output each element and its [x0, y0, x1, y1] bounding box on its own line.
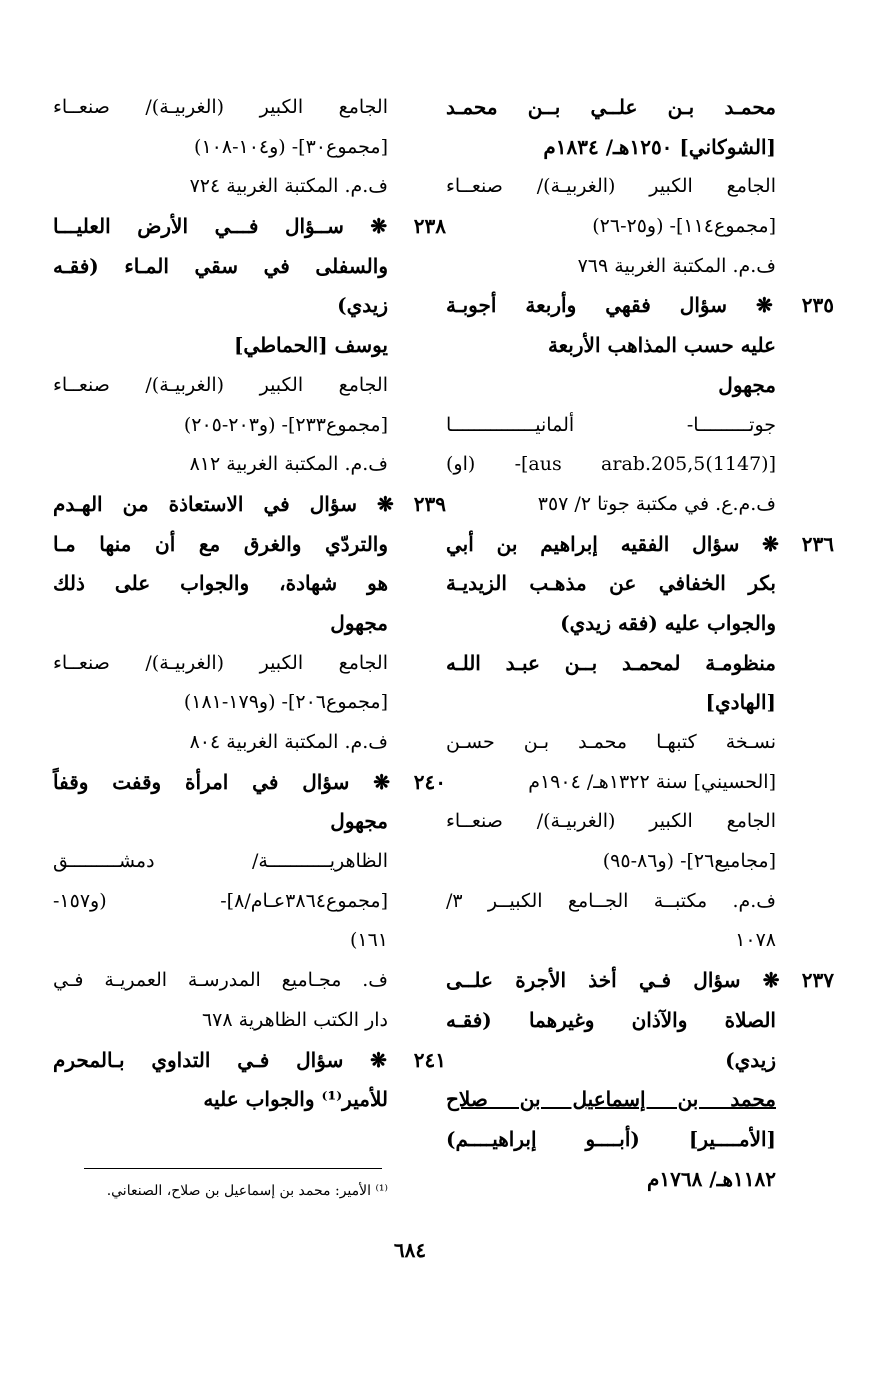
text-line: الجامع الكبير (الغربيـة)/ صنعــاء [446, 175, 776, 198]
text-line: للأمير⁽¹⁾ والجواب عليه [203, 1087, 388, 1112]
footnote-rule [84, 1168, 382, 1169]
text-line: ف.م. المكتبة الغربية ٧٦٩ [577, 254, 776, 277]
text-line: والتردّي والغرق مع أن منها مـا [53, 531, 388, 556]
entry-heading-line: ٢٣٦ ❋ سؤال الفقيه إبراهيم بن أبي [446, 531, 834, 556]
entry-heading-line: ٢٤١ ❋ سؤال فـي التداوي بـالمحرم [53, 1047, 446, 1072]
text-line: محمـد بـن علــي بــن محمـد [446, 95, 776, 119]
text-line: [الأمــــير] (أبــــو إبراهيــــم) [446, 1126, 776, 1151]
text-line: ف.م.ع. في مكتبة جوتا ٢/ ٣٥٧ [537, 492, 776, 515]
text-line: والجواب عليه (فقه زيدي) [560, 610, 776, 635]
text-line: عليه حسب المذاهب الأربعة [547, 333, 776, 358]
text-line: يوسف [الحماطي] [233, 333, 388, 358]
text-line: الصلاة والآذان وغيرهما (فقـه [446, 1007, 776, 1032]
text-line: محمد بن إسماعيل بن صلاح [446, 1087, 776, 1112]
text-line: هو شهادة، والجواب على ذلك [53, 571, 388, 596]
text-line: ١٦١) [349, 929, 388, 952]
text-line: الجامع الكبير (الغربيـة)/ صنعــاء [53, 651, 388, 674]
page-number: ٦٨٤ [393, 1238, 427, 1262]
text-line: مجهول [330, 610, 388, 635]
text-line: نسـخة كتبهـا محمـد بـن حسـن [446, 731, 776, 753]
text-line: [مجموع٣٠]- (و١٠٤-١٠٨) [194, 135, 388, 158]
entry-heading-line: ٢٣٥ ❋ سؤال فقهي وأربعة أجوبـة [446, 293, 834, 318]
text-line: ف.م. المكتبة الغربية ٨٠٤ [189, 731, 388, 753]
text-line: ف. مجـاميع المدرسـة العمريـة فـي [53, 969, 388, 992]
entry-heading-line: ٢٣٧ ❋ سؤال فـي أخذ الأجرة علــى [446, 968, 834, 993]
text-line: [مجموع٣٨٦٤عـام/٨]- (و١٥٧- [53, 889, 388, 912]
footnote: ⁽¹⁾ الأمير: محمد بن إسماعيل بن صلاح، الصنعاني. [106, 1183, 388, 1199]
text-line: الجامع الكبير (الغربيـة)/ صنعــاء [53, 373, 388, 396]
text-line: [الهادي] [705, 690, 776, 715]
text-line: ف.م. مكتبــة الجــامع الكبيــر ٣/ [446, 889, 776, 912]
text-line: مجهول [330, 809, 388, 834]
text-line: [مجموع٢٣٣]- (و٢٠٣-٢٠٥) [183, 413, 388, 436]
text-line: مجهول [718, 372, 776, 397]
text-line: بكر الخفافي عن مذهـب الزيديـة [446, 571, 776, 596]
right-column [446, 88, 834, 1199]
text-line: [مجموع١١٤]- (و٢٥-٢٦) [592, 215, 776, 238]
text-line: ف.م. المكتبة الغربية ٨١٢ [189, 453, 388, 476]
text-line: الظاهريـــــــــــة/ دمشـــــــــق [53, 850, 388, 873]
text-line: الجامع الكبير (الغربيـة)/ صنعــاء [53, 96, 388, 118]
entry-heading-line: ٢٤٠ ❋ سؤال في امرأة وقفت وقفاً [53, 769, 446, 794]
text-line: [مجموع٢٠٦]- (و١٧٩-١٨١) [183, 691, 388, 714]
text-line: [الحسيني] سنة ١٣٢٢هـ/ ١٩٠٤م [528, 770, 776, 793]
text-line: والسفلى في سقي المـاء (فقـه [53, 253, 388, 278]
text-line: [(1147)5,aus arab.205]- (او) [446, 453, 776, 476]
text-line: ١٠٧٨ [735, 929, 776, 952]
left-column [53, 88, 446, 1120]
entry-heading-line: ٢٣٩ ❋ سؤال في الاستعاذة من الهـدم [53, 491, 446, 516]
text-line: ١١٨٢هـ/ ١٧٦٨م [646, 1166, 776, 1191]
entry-heading-line: ٢٣٨ ❋ ســؤال فـــي الأرض العليـــا [53, 214, 446, 239]
text-line: جوتـــــــــا- ألمانيـــــــــــــــا [446, 413, 776, 436]
text-line: زيدي) [725, 1047, 776, 1072]
text-line: منظومـة لمحمـد بــن عبـد اللـه [446, 650, 776, 675]
text-line: ف.م. المكتبة الغربية ٧٢٤ [189, 175, 388, 198]
text-line: [الشوكاني] ١٢٥٠هـ/ ١٨٣٤م [543, 134, 776, 159]
text-line: [مجاميع٢٦]- (و٨٦-٩٥) [602, 850, 776, 873]
text-line: الجامع الكبير (الغربيـة)/ صنعــاء [446, 810, 776, 833]
text-line: زيدي) [337, 293, 388, 318]
text-line: دار الكتب الظاهرية ٦٧٨ [201, 1008, 388, 1031]
